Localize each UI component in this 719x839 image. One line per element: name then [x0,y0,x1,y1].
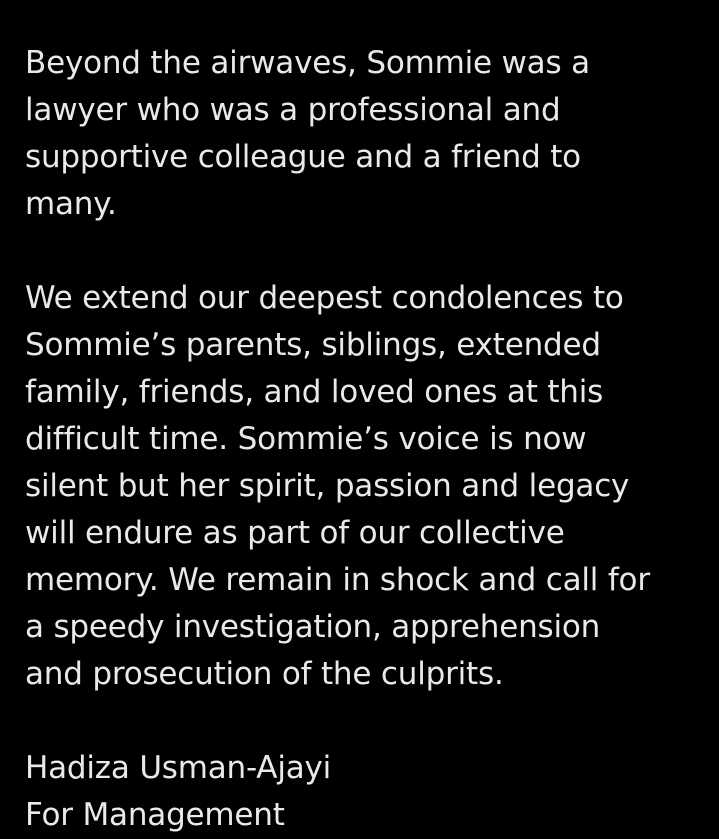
post-text [25,40,705,839]
paragraph-spacer [25,698,705,745]
paragraph-condolences: We extend our deepest condolences to Sommie’s parents, siblings, extended family, friends, and loved ones at this difficult time. Sommie’s voice is now silent but her spirit, passion and legacy will endure as part of our collective memory. We remain in shock and call for a speedy investigation, apprehension and prosecution of the culprits. [25,280,650,692]
paragraph-spacer [25,228,705,275]
paragraph-airwaves: Beyond the airwaves, Sommie was a lawyer who was a professional and supportive colleague and a friend to many. [25,45,590,222]
signature-role: For Management [25,797,285,833]
signature-name: Hadiza Usman-Ajayi [25,750,332,786]
